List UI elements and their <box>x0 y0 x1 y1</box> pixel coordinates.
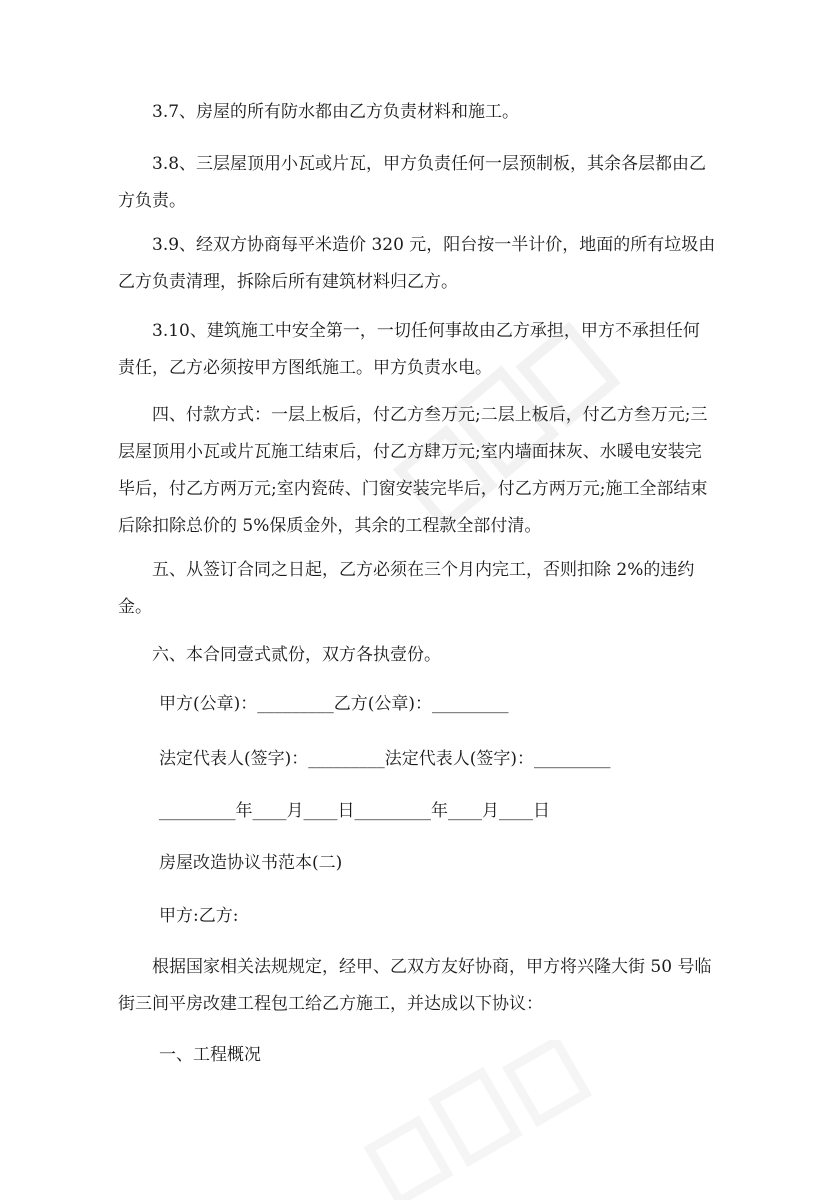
clause-3-9: 3.9、经双方协商每平米造价 320 元，阳台按一半计价，地面的所有垃圾由乙方负责清理，拆除后所有建筑材料归乙方。 <box>118 235 716 292</box>
clause-3-10: 3.10、建筑施工中安全第一，一切任何事故由乙方承担，甲方不承担任何责任，乙方必须按甲方图纸施工。甲方负责水电。 <box>118 321 700 378</box>
intro-paragraph: 根据国家相关法规规定，经甲、乙双方友好协商，甲方将兴隆大街 50 号临街三间平房改建工程包工给乙方施工，并达成以下协议： <box>118 957 712 1014</box>
clause-3-7: 3.7、房屋的所有防水都由乙方负责材料和施工。 <box>152 102 520 122</box>
parties-line: 甲方:乙方: <box>159 906 239 926</box>
section-one-heading: 一、工程概况 <box>159 1045 261 1065</box>
subtitle: 房屋改造协议书范本(二) <box>159 853 343 873</box>
completion-term: 五、从签订合同之日起，乙方必须在三个月内完工，否则扣除 2%的违约金。 <box>118 560 695 617</box>
payment-terms: 四、付款方式：一层上板后，付乙方叁万元;二层上板后，付乙方叁万元;三层屋顶用小瓦或片瓦施工结束后，付乙方肆万元;室内墙面抹灰、水暖电安装完毕后，付乙方两万元;室内瓷砖、门窗安装完毕后，付乙方两万元;施工全部结束后除扣除总价的 5%保质金外，其余的工程款全部付清。 <box>118 405 708 536</box>
signature-representative-line: 法定代表人(签字)：_________法定代表人(签字)：_________ <box>159 749 611 769</box>
clause-3-8: 3.8、三层屋顶用小瓦或片瓦，甲方负责任何一层预制板，其余各层都由乙方负责。 <box>118 154 707 211</box>
copies-clause: 六、本合同壹式贰份，双方各执壹份。 <box>152 645 441 665</box>
signature-seal-line: 甲方(公章)：_________乙方(公章)：_________ <box>159 694 509 714</box>
watermark-bottom-icon <box>330 1040 630 1200</box>
signature-date-line: _________年____月____日_________年____月____日 <box>159 801 550 821</box>
